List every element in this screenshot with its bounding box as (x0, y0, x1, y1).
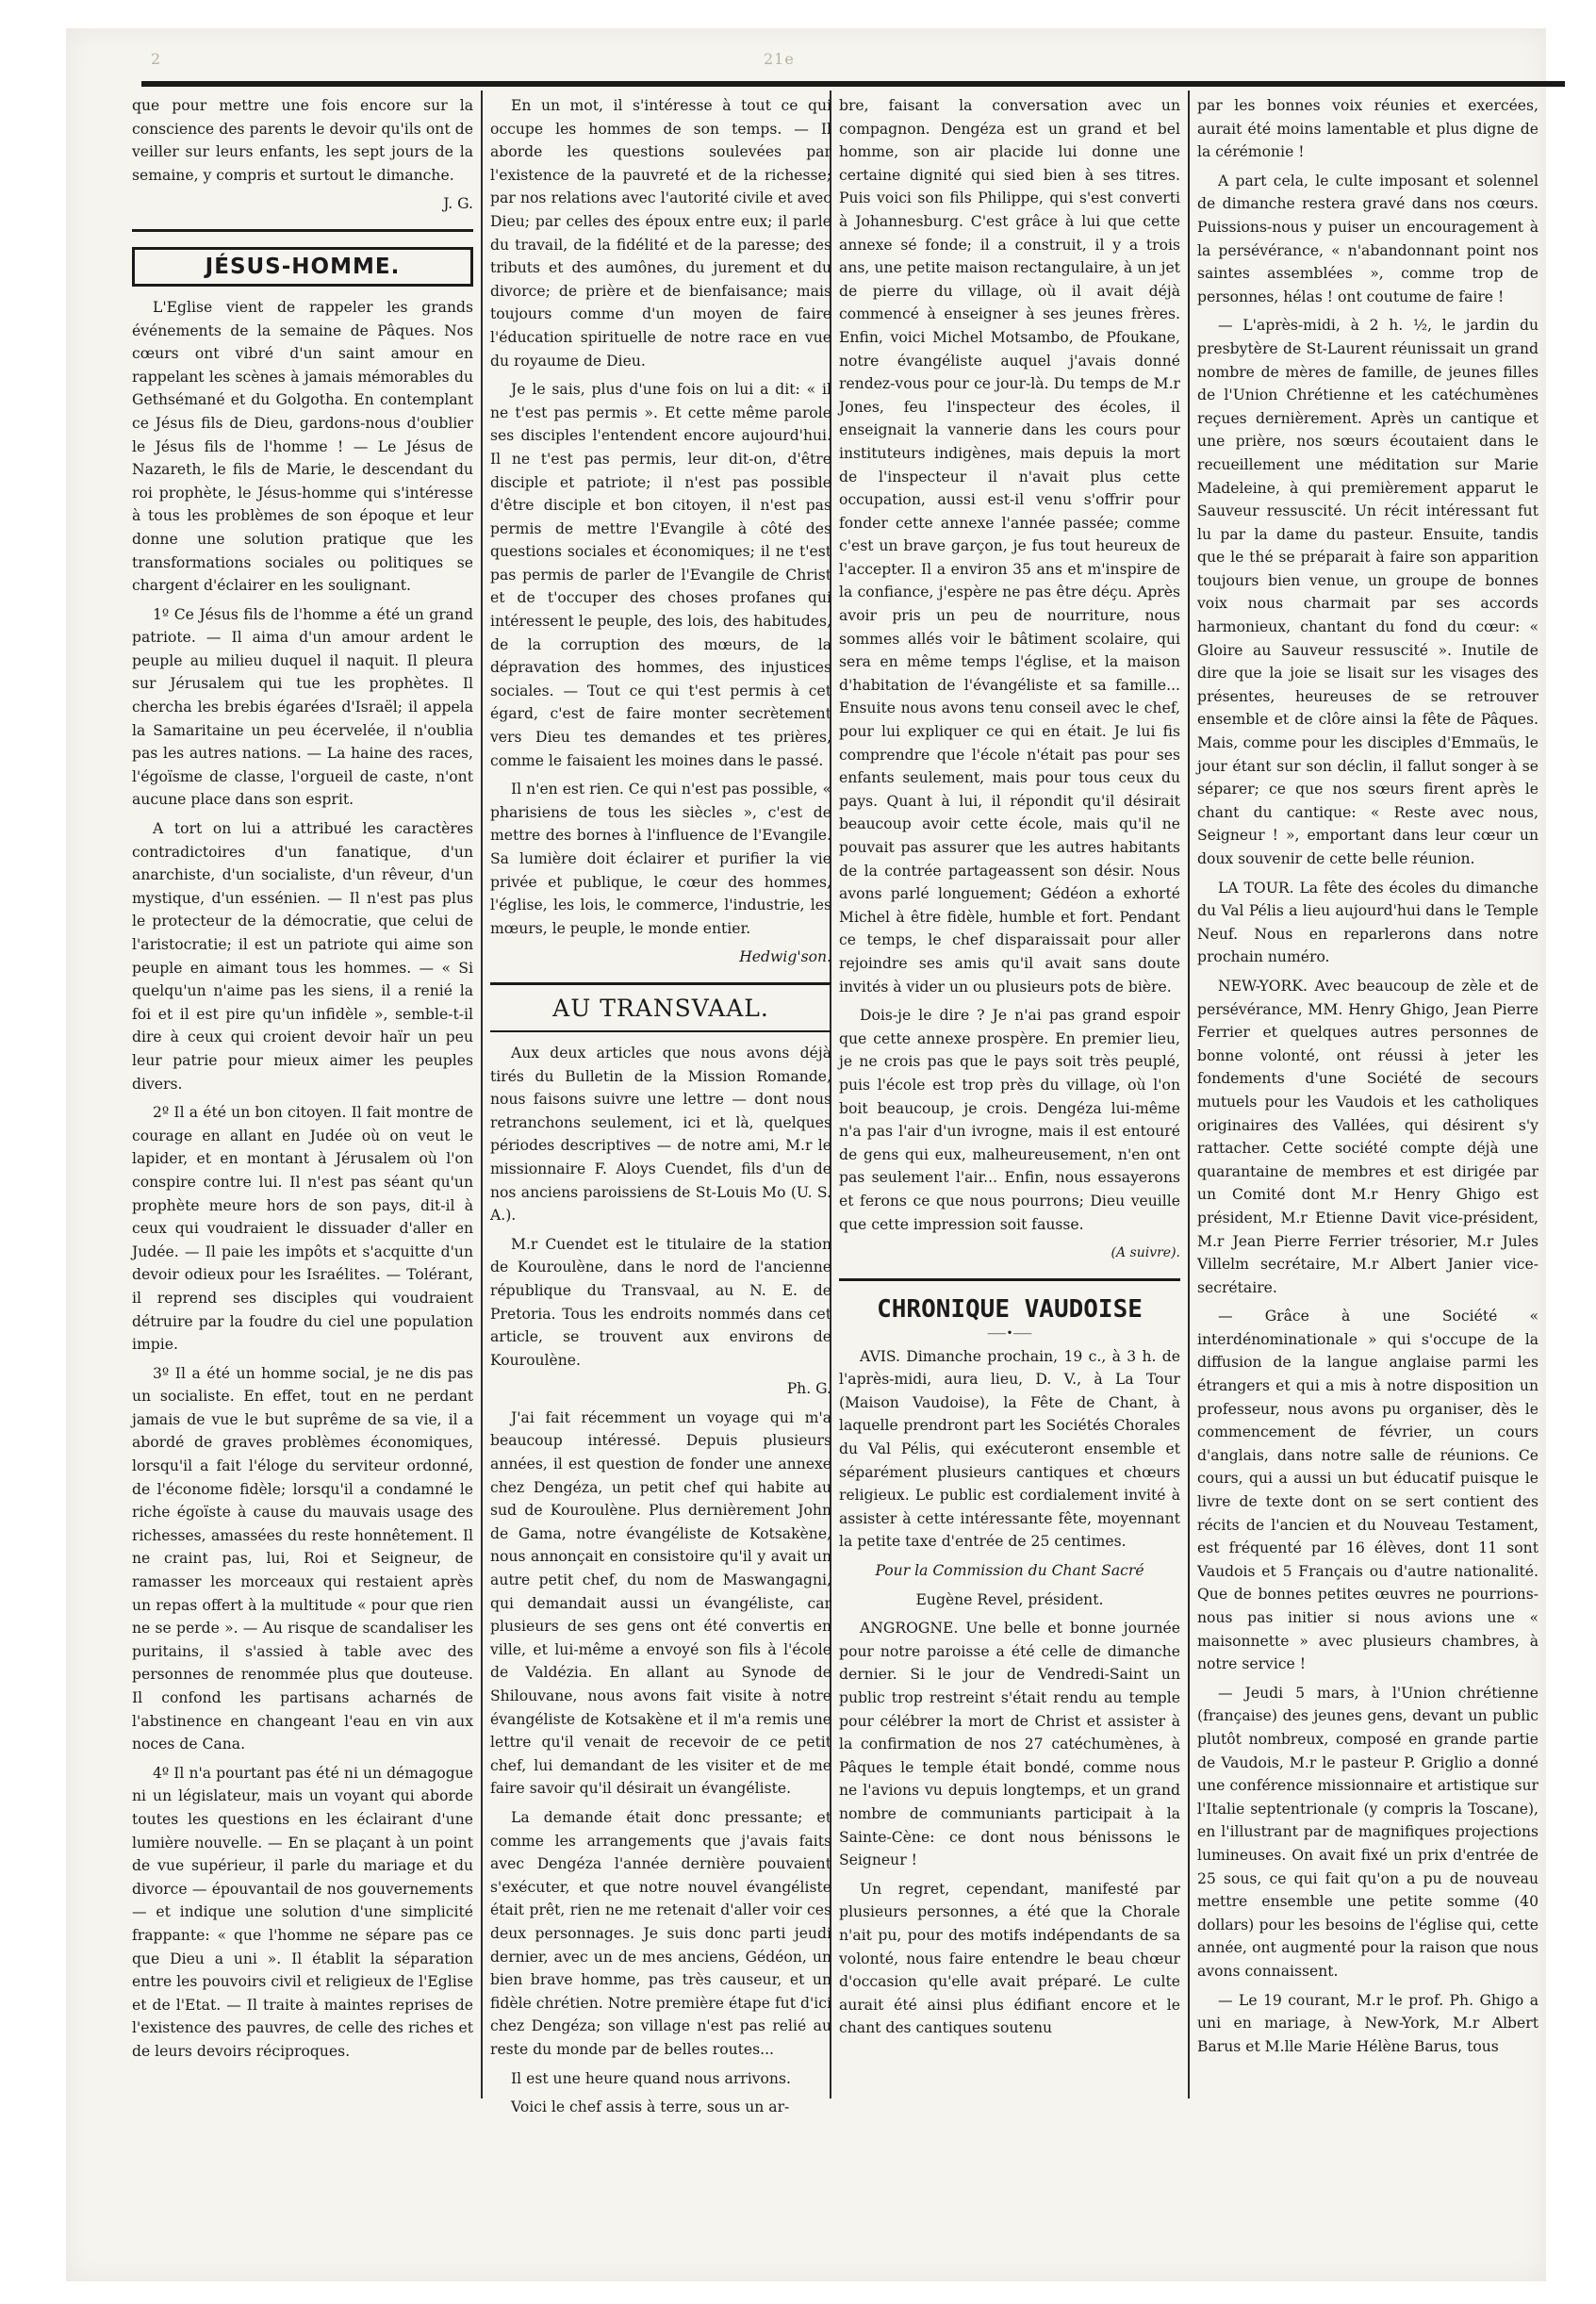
chronique-paragraph: par les bonnes voix réunies et exercées, aurait été moins lamentable et plus digne de la cérémonie ! (1197, 97, 1538, 161)
article-title-jesus-homme: JÉSUS-HOMME. (132, 247, 473, 287)
header-page-number: 2 (151, 50, 162, 68)
chronique-paragraph: Un regret, cependant, manifesté par plusieurs personnes, a été que la Chorale n'ait pu, pour des motifs indépendants de sa volonté, nous faire entendre le beau chœur d'occasion qu'elle avait préparé. Le culte aurait été ainsi plus édifiant encore et le chant des cantiques soutenu (839, 1880, 1180, 2037)
chronique-paragraph: — Grâce à une Société « interdénominationale » qui s'occupe de la diffusion de la langue anglaise parmi les étrangers et qui a mis à notre disposition un professeur, nous avons pu organiser, dès le commencement de février, un cours d'anglais, dans notre salle de réunions. Ce cours, qui a aussi un but éducatif puisque le livre de texte dont on se sert contient des récits de l'ancien et du Nouveau Testament, est fréquenté par 16 élèves, dont 11 sont Vaudois et 5 Français ou d'autre nationalité. Que de bonnes petites œuvres ne pourrions-nous pas initier si nous avions une « maisonnette » avec plusieurs chambres, à notre service ! (1197, 1308, 1538, 1673)
article-paragraph: M.r Cuendet est le titulaire de la station de Kouroulène, dans le nord de l'ancienne république du Transvaal, au N. E. de Pretoria. Tous les endroits nommés dans cet article, se trouvent aux environs de Kouroulène. (490, 1235, 831, 1369)
intro-paragraph: que pour mettre une fois encore sur la conscience des parents le devoir qu'ils ont de veiller sur leurs enfants, les sept jours de la semaine, y compris et surtout le dimanche. (132, 97, 473, 184)
ornament: ⸺•⸺ (987, 1325, 1032, 1340)
article-paragraph: 4º Il n'a pourtant pas été ni un démagogue ni un législateur, mais un voyant qui aborde toutes les questions en les éclairant d'une lumière nouvelle. — En se plaçant à un point de vue supérieur, il parle du mariage et du divorce — épouvantail de nos gouvernements — et indique une solution d'une simplicité frappante: « que l'homme ne sépare pas ce que Dieu a uni ». Il établit la séparation entre les pouvoirs civil et religieux de l'Eglise et de l'Etat. — Il traite à maintes reprises de l'existence des pauvres, de celle des riches et de leurs devoirs réciproques. (132, 1764, 473, 2060)
column-divider (481, 91, 483, 2098)
section-divider (839, 1278, 1180, 1281)
section-title-chronique-vaudoise: CHRONIQUE VAUDOISE (877, 1294, 1143, 1324)
commission-signature: Eugène Revel, président. (915, 1590, 1104, 1608)
letter-paragraph: bre, faisant la conversation avec un compagnon. Dengéza est un grand et bel homme, son air placide lui donne une certaine dignité qui sied bien à ses titres. Puis voici son fils Philippe, qui s'est converti à Johannesburg. C'est grâce à lui que cette annexe sé fonde; il a construit, il y a trois ans, une petite maison rectangulaire, à un jet de pierre du village, où il avait déjà commencé à enseigner à ses jeunes frères. Enfin, voici Michel Motsambo, de Pfoukane, notre évangéliste auquel j'avais donné rendez-vous pour ce jour-là. Du temps de M.r Jones, feu l'inspecteur des écoles, il enseignait la vannerie dans les cours pour instituteurs indigènes, mais depuis la mort de l'inspecteur il n'avait plus cette occupation, aussi est-il venu s'offrir pour fonder cette annexe l'année passée; comme c'est un brave garçon, je fus tout heureux de l'accepter. Il a environ 35 ans et m'inspire de la confiance, j'espère ne pas être déçu. Après avoir pris un peu de nourriture, nous sommes allés voir le bâtiment scolaire, qui sera en même temps l'église, et la maison d'habitation de l'évangéliste et sa famille... Ensuite nous avons tenu conseil avec le chef, pour lui expliquer ce qui en était. Je lui fis comprendre que l'école n'était pas pour ses enfants seulement, mais pour tous ceux du pays. Quant à lui, il répondit qu'il désirait beaucoup avoir cette école, mais qu'il ne pouvait pas assurer que les autres habitants de la contrée partageassent son désir. Nous avons parlé longuement; Gédéon a exhorté Michel à être fidèle, humble et fort. Pendant ce temps, le chef disparaissait pour aller rejoindre ses amis qu'il avait sans doute invités à vider un ou plusieurs pots de bière. (839, 97, 1180, 996)
column-1 (132, 94, 473, 2093)
article-paragraph: 3º Il a été un homme social, je ne dis pas un socialiste. En effet, tout en ne perdant jamais de vue le but suprême de sa vie, il a abordé de graves problèmes économiques, lorsqu'il a fait l'éloge du serviteur ordonné, de l'économe fidèle; lorsqu'il a condamné le riche égoïste à cause du mauvais usage des richesses, amassées du reste honnêtement. Il ne craint pas, lui, Roi et Seigneur, de ramasser les morceaux qui restaient après un repas offert à la multitude « pour que rien ne se perde ». — Au risque de scandaliser les puritains, il s'assied à table avec des personnes de renommée plus que douteuse. Il confond les partisans acharnés de l'abstinence en changeant l'eau en vin aux noces de Cana. (132, 1364, 473, 1753)
chronique-paragraph: ANGROGNE. Une belle et bonne journée pour notre paroisse a été celle de dimanche dernier. Si le jour de Vendredi-Saint un public trop restreint s'était rendu au temple pour célébrer la mort de Christ et assister à la confirmation de nos 27 catéchumènes, à Pâques le temple était bondé, comme nous ne l'avions vu depuis longtemps, et un grand nombre de communiants participait à la Sainte-Cène: ce dont nous bénissons le Seigneur ! (839, 1620, 1180, 1869)
article-paragraph: Il n'en est rien. Ce qui n'est pas possible, « pharisiens de tous les siècles », c'est de mettre des bornes à l'influence de l'Evangile. Sa lumière doit éclairer et purifier la vie privée et publique, le cœur des hommes, l'église, les lois, le commerce, l'industrie, les mœurs, le peuple, le monde entier. (490, 781, 831, 937)
header-masthead-faint: 21e (764, 50, 795, 68)
chronique-paragraph: A part cela, le culte imposant et solennel de dimanche restera gravé dans nos cœurs. Puissions-nous y puiser un encouragement à la persévérance, « n'abandonnant point nos saintes assemblées », comme trop de personnes, hélas ! ont coutume de faire ! (1197, 172, 1538, 305)
letter-paragraph: Dois-je le dire ? Je n'ai pas grand espoir que cette annexe prospère. En premier lieu, je ne crois pas que le pays soit très peuplé, puis l'école est trop près du village, où l'on boit beaucoup, je crois. Dengéza lui-même n'a pas l'air d'un ivrogne, mais il est entouré de gens qui eux, malheureusement, n'en ont pas seulement l'air... Enfin, nous essayerons et ferons ce que nous pourrons; Dieu veuille que cette impression soit fausse. (839, 1007, 1180, 1233)
article-signature: Ph. G. (786, 1380, 831, 1398)
page-header (141, 42, 1565, 80)
commission-line: Pour la Commission du Chant Sacré (875, 1562, 1144, 1580)
continued-note: (A suivre). (1111, 1245, 1180, 1261)
header-rule (141, 81, 1565, 87)
letter-paragraph: J'ai fait récemment un voyage qui m'a beaucoup intéressé. Depuis plusieurs années, il est question de fonder une annexe chez Dengéza, un petit chef qui habite au sud de Kouroulène. Plus dernièrement John de Gama, notre évangéliste de Kotsakène, nous annonçait en consistoire qu'il y avait un autre petit chef, du nom de Maswangagni, qui demandait aussi un évangéliste, car plusieurs de ses gens ont été convertis en ville, et lui-même a envoyé son fils à l'école de Valdézia. En allant au Synode de Shilouvane, nous avons fait visite à notre évangéliste de Kotsakène et il m'a remis une lettre qu'il venait de recevoir de ce petit chef, lui demandant de les visiter et de me faire savoir qu'il désirait un évangéliste. (490, 1408, 831, 1798)
letter-paragraph: Voici le chef assis à terre, sous un ar- (511, 2098, 790, 2116)
letter-paragraph: La demande était donc pressante; et comme les arrangements que j'avais faits avec Dengéza l'année dernière pouvaient s'exécuter, et que notre nouvel évangéliste était prêt, rien ne me retenait d'aller voir ces deux personnages. Je suis donc parti jeudi dernier, avec un de mes anciens, Gédéon, un bien brave homme, pas très causeur, et un fidèle chrétien. Notre première étape fut d'ici chez Dengéza; son village n'est pas relié au reste du monde par de belles routes... (490, 1808, 831, 2058)
article-paragraph: L'Eglise vient de rappeler les grands événements de la semaine de Pâques. Nos cœurs ont vibré d'un saint amour en rappelant les scènes à jamais mémorables du Gethsémané et du Golgotha. En contemplant ce Jésus fils de Dieu, gardons-nous d'oublier le Jésus fils de l'homme ! — Le Jésus de Nazareth, le fils de Marie, le descendant du roi prophète, le Jésus-homme qui s'intéresse à tous les problèmes de son époque et leur donne une solution pratique que les transformations sociales ou politiques se chargent d'éclairer en les soulignant. (132, 298, 473, 595)
chronique-paragraph: — Jeudi 5 mars, à l'Union chrétienne (française) des jeunes gens, devant un public plutôt nombreux, composé en grande partie de Vaudois, M.r le pasteur P. Griglio a donné une conférence missionnaire et artistique sur l'Italie septentrionale (y compris la Toscane), en l'illustrant par de magnifiques projections lumineuses. On avait fixé un prix d'entrée de 25 sous, ce qui fait qu'on a pu de nouveau mettre ensemble une petite somme (40 dollars) pour les besoins de l'église qui, cette année, ont augmenté pour la raison que nous avons connaissent. (1197, 1684, 1538, 1980)
section-divider (490, 982, 831, 985)
column-divider (1188, 91, 1190, 2098)
chronique-paragraph: — Le 19 courant, M.r le prof. Ph. Ghigo a uni en mariage, à New-York, M.r Albert Barus et M.lle Marie Hélène Barus, tous (1197, 1991, 1538, 2055)
chronique-paragraph: AVIS. Dimanche prochain, 19 c., à 3 h. de l'après-midi, aura lieu, D. V., à La Tour (Maison Vaudoise), la Fête de Chant, à laquelle prendront part les Sociétés Chorales du Val Pélis, qui exécuteront ensemble et séparément plusieurs cantiques et chœurs religieux. Le public est cordialement invité à assister à cette intéressante fête, moyennant la petite taxe d'entrée de 25 centimes. (839, 1347, 1180, 1551)
article-title-transvaal: AU TRANSVAAL. (552, 994, 769, 1022)
letter-paragraph: Il est une heure quand nous arrivons. (511, 2069, 791, 2087)
column-4 (1197, 94, 1538, 2093)
chronique-paragraph: — L'après-midi, à 2 h. ½, le jardin du presbytère de St-Laurent réunissait un grand nombre de mères de famille, de jeunes filles de l'Union Chrétienne et les catéchumènes reçues dernièrement. Après un cantique et une prière, nos sœurs écoutaient dans le recueillement une méditation sur Marie Madeleine, à qui premièrement apparut le Sauveur ressuscité. Un récit intéressant fut lu par la dame du pasteur. Ensuite, tandis que le thé se préparait à faire son apparition toujours bien venue, un groupe de bonnes voix nous charmait par ses accords harmonieux, chantant du fond du cœur: « Gloire au Sauveur ressuscité ». Inutile de dire que la joie se lisait sur les visages des présentes, heureuses de se retrouver ensemble et de clôre ainsi la fête de Pâques. Mais, comme pour les disciples d'Emmaüs, le jour étant sur son déclin, il fallut songer à se séparer; ce que nos sœurs firent après le chant du cantique: « Reste avec nous, Seigneur ! », emportant dans leur cœur un doux souvenir de cette belle réunion. (1197, 317, 1538, 867)
chronique-paragraph: NEW-YORK. Avec beaucoup de zèle et de persévérance, MM. Henry Ghigo, Jean Pierre Ferrier et quelques autres personnes de bonne volonté, ont réussi à jeter les fondements d'une Société de secours mutuels pour les Vaudois et les catholiques originaires des Vallées, qui désirent s'y rattacher. Cette société compte déjà une quarantaine de membres et est dirigée par un Comité dont M.r Henry Ghigo est président, M.r Etienne Davit vice-président, M.r Jean Pierre Ferrier trésorier, M.r Jules Villelm secrétaire, M.r Albert Janier vice-secrétaire. (1197, 977, 1538, 1296)
intro-signature: J. G. (443, 195, 473, 213)
article-signature: Hedwig'son. (739, 948, 831, 966)
article-paragraph: En un mot, il s'intéresse à tout ce qui occupe les hommes de son temps. — Il aborde les questions soulevées par l'existence de la pauvreté et de la richesse; par nos relations avec l'autorité civile et avec Dieu; par celles des époux entre eux; il parle du travail, de la fidélité et de la paresse; des tributs et des aumônes, du jurement et du divorce; de prière et de bienfaisance; mais toujours comme d'un moyen de faire l'éducation spirituelle de notre race en vue du royaume de Dieu. (490, 97, 831, 370)
chronique-paragraph: LA TOUR. La fête des écoles du dimanche du Val Pélis a lieu aujourd'hui dans le Temple Neuf. Nous en reparlerons dans notre prochain numéro. (1197, 879, 1538, 966)
title-underline (490, 1030, 831, 1032)
article-paragraph: 1º Ce Jésus fils de l'homme a été un grand patriote. — Il aima d'un amour ardent le peuple au milieu duquel il naquit. Il pleura sur Jérusalem qui tue les prophètes. Il chercha les brebis égarées d'Israël; il appela la Samaritaine un peu écervelée, il n'oublia pas les autres nations. — La haine des races, l'égoïsme de classe, l'orgueil de caste, n'ont aucune place dans son esprit. (132, 605, 473, 809)
article-paragraph: 2º Il a été un bon citoyen. Il fait montre de courage en allant en Judée où on veut le lapider, et en montant à Jérusalem où l'on conspire contre lui. Il n'est pas séant qu'un prophète meure hors de son pays, dit-il à ceux qui voudraient le dissuader d'aller en Judée. — Il paie les impôts et s'acquitte d'un devoir odieux pour les Israélites. — Tolérant, il reprend ses disciples qui voudraient détruire par la foudre du ciel une population impie. (132, 1104, 473, 1354)
article-paragraph: A tort on lui a attribué les caractères contradictoires d'un fanatique, d'un anarchiste, d'un socialiste, d'un rêveur, d'un mystique, d'un essénien. — Il n'est pas plus le protecteur de la démocratie, que celui de l'aristocratie; il est un patriote qui aime son peuple en aimant tous les hommes. — « Si quelqu'un n'aime pas les siens, il a renié la foi et il est pire qu'un infidèle », semble-t-il dire à ceux qui croient devoir haïr un peu leur patrie pour mieux aimer les peuples divers. (132, 820, 473, 1093)
article-paragraph: Je le sais, plus d'une fois on lui a dit: « il ne t'est pas permis ». Et cette même parole ses disciples l'entendent encore aujourd'hui. Il ne t'est pas permis, leur dit-on, d'être disciple et patriote; il n'est pas possible d'être disciple et bon citoyen, il n'est pas permis de mettre l'Evangile à côté des questions sociales et économiques; il ne t'est pas permis de parler de l'Evangile de Christ et de t'occuper des choses profanes qui intéressent le peuple, des lois, des habitudes, de la corruption des mœurs, de la dépravation des hommes, des injustices sociales. — Tout ce qui t'est permis à cet égard, c'est de faire monter secrètement vers Dieu tes demandes et tes prières, comme le faisaient les moines dans le passé. (490, 381, 831, 769)
section-divider (132, 229, 473, 232)
column-3 (839, 94, 1180, 2093)
article-paragraph: Aux deux articles que nous avons déjà tirés du Bulletin de la Mission Romande, nous faisons suivre une lettre — dont nous retranchons seulement, ici et là, quelques périodes descriptives — de notre ami, M.r le missionnaire F. Aloys Cuendet, fils d'un de nos anciens paroissiens de St-Louis Mo (U. S. A.). (490, 1044, 831, 1225)
column-2 (490, 94, 831, 2116)
